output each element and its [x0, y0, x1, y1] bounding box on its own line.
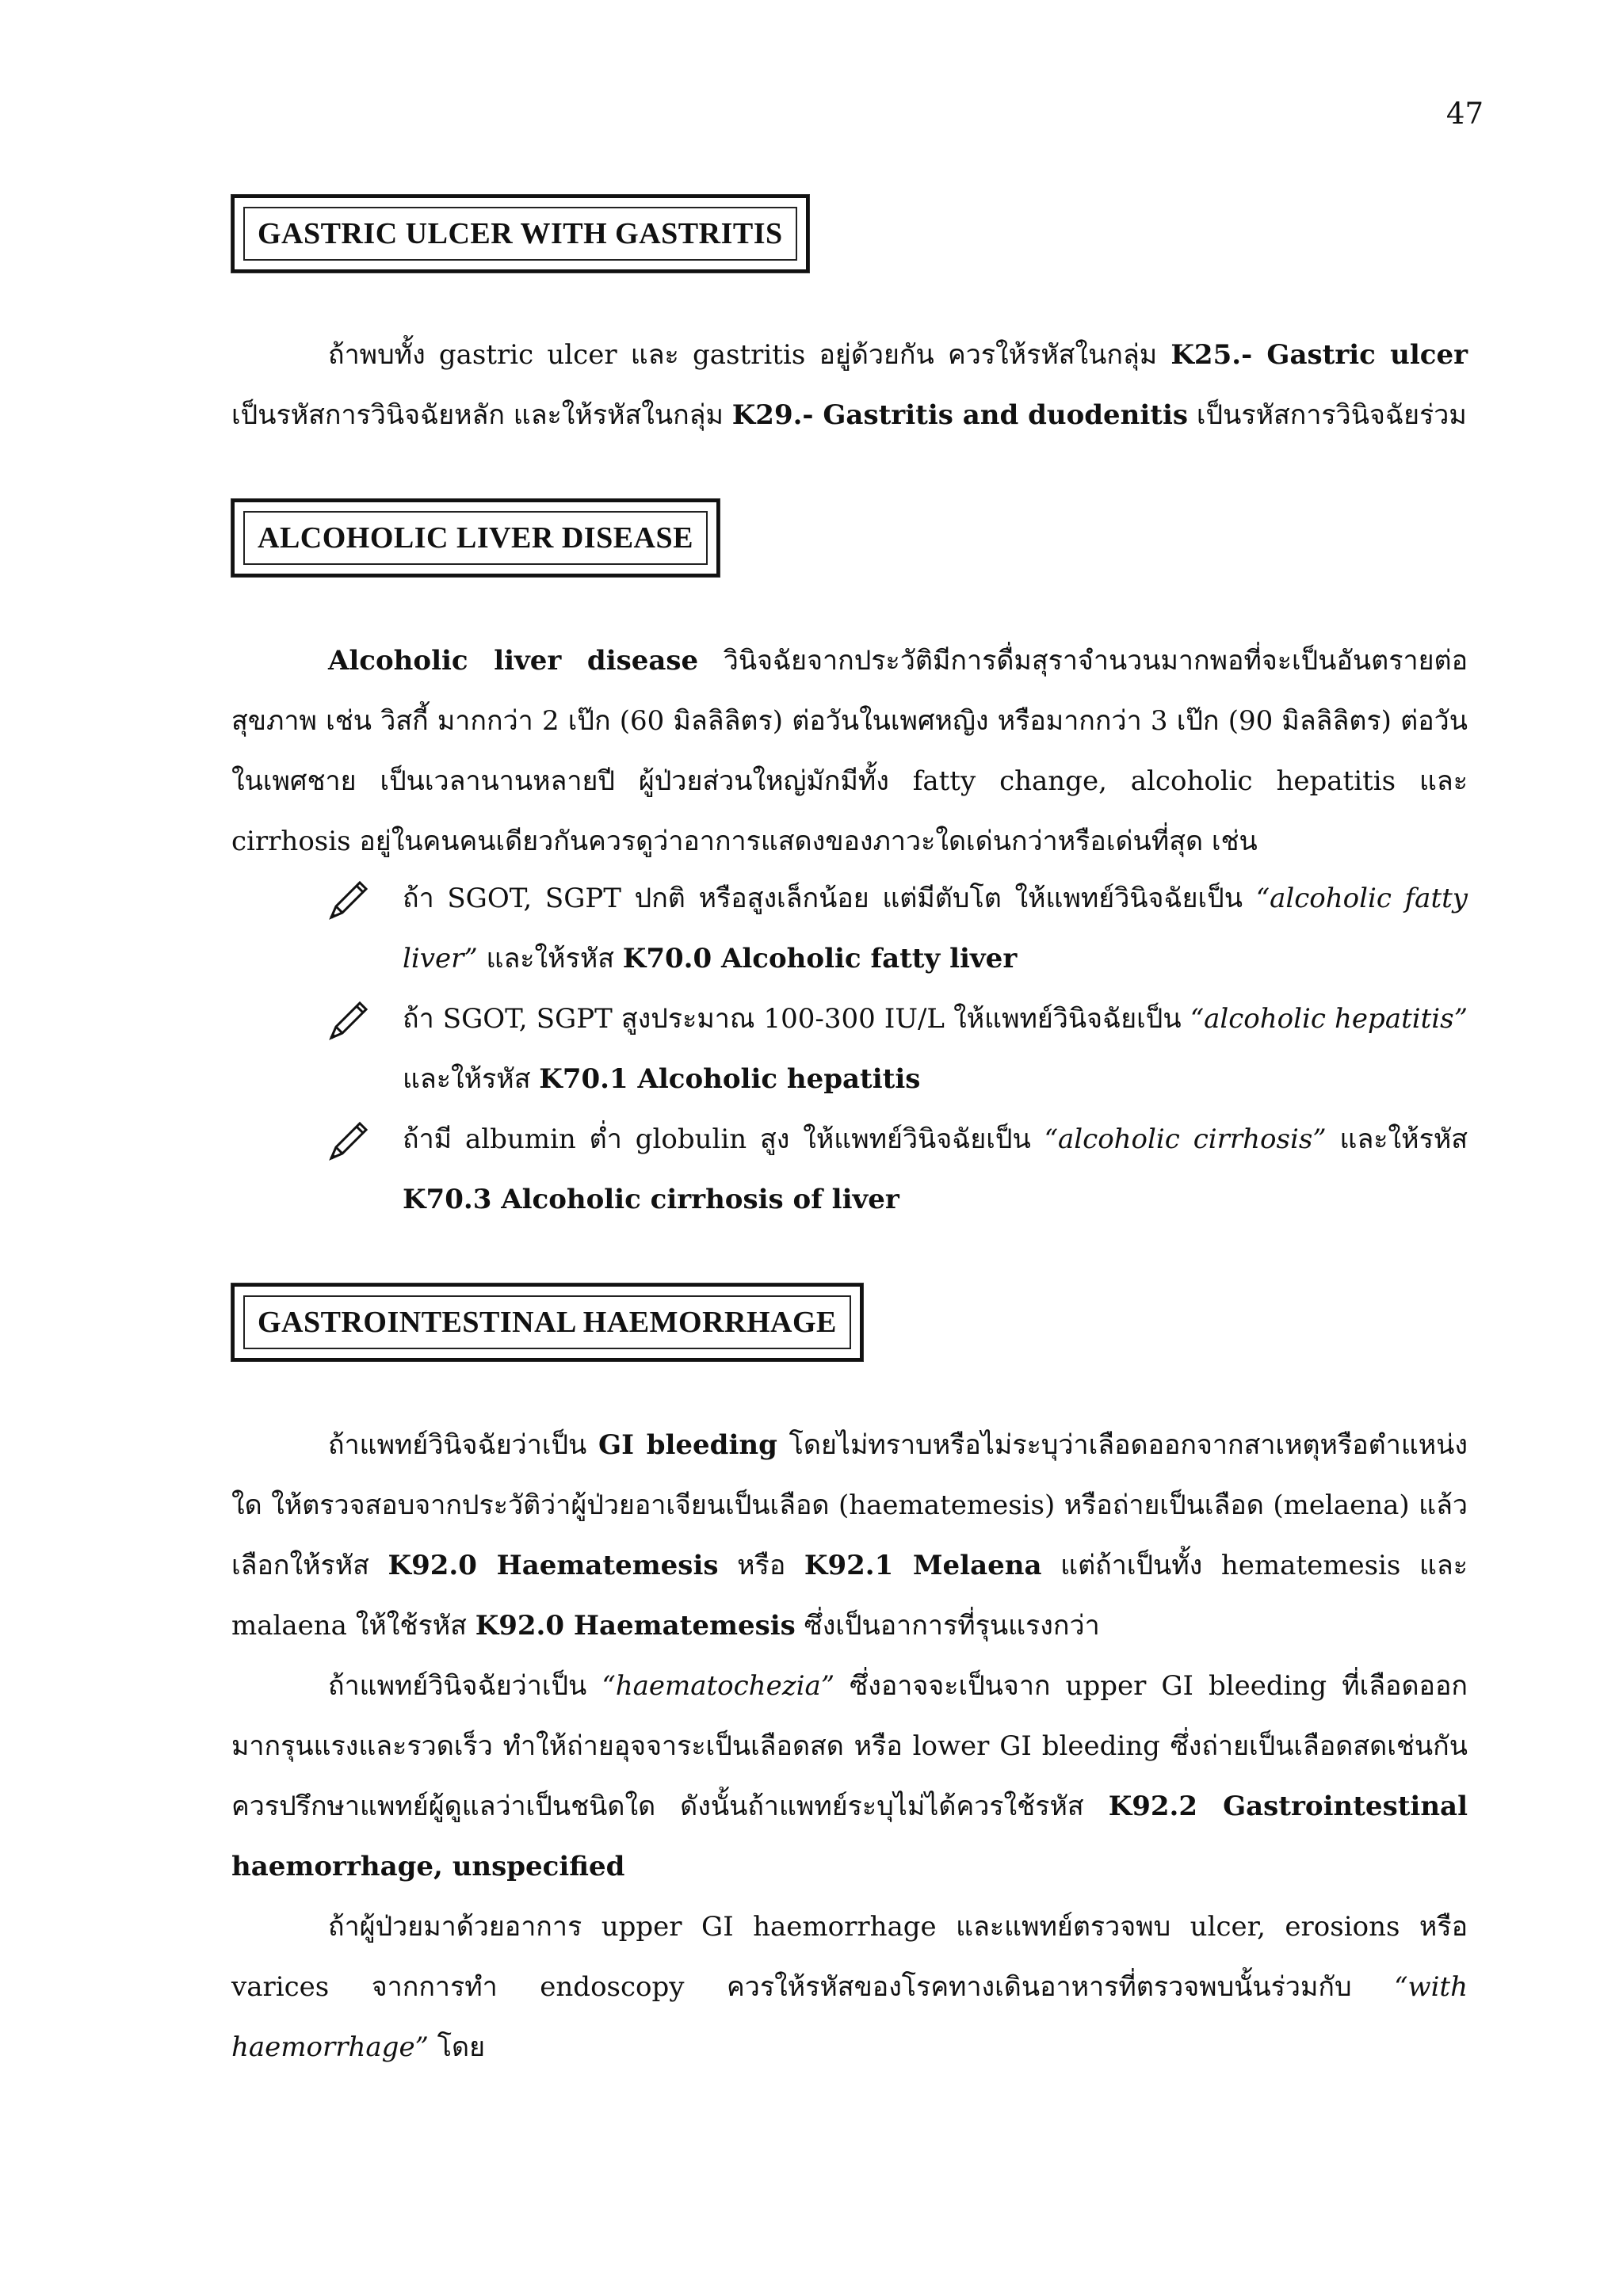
pencil-icon — [327, 1119, 371, 1163]
bullet-item-fatty-liver — [327, 868, 1468, 989]
section-heading-gi-haemorrhage — [231, 1283, 863, 1361]
paragraph-gastric-ulcer — [231, 325, 1468, 445]
code-k70-0: K70.0 Alcoholic fatty liver — [622, 943, 1018, 974]
section-heading-text: GASTROINTESTINAL HAEMORRHAGE — [243, 1295, 851, 1349]
text-run: ถ้าแพทย์วินิจฉัยว่าเป็น — [328, 1670, 602, 1702]
text-run: และให้รหัส — [477, 943, 623, 974]
text-run: แต่ถ้าเป็นทั้ง hematemesis และ malaena ให้ใช้รหัส — [231, 1550, 1468, 1642]
paragraph-alcoholic-liver — [231, 631, 1468, 871]
code-k70-1: K70.1 Alcoholic hepatitis — [539, 1063, 921, 1095]
code-k92-1: K92.1 Melaena — [804, 1550, 1042, 1581]
text-run: ซึ่งเป็นอาการที่รุนแรงกว่า — [795, 1610, 1100, 1642]
text-run: หรือ — [718, 1550, 804, 1581]
pencil-icon — [327, 998, 371, 1043]
bullet-item-hepatitis — [327, 989, 1468, 1109]
text-run: ถ้าผู้ป่วยมาด้วยอาการ upper GI haemorrhage และแพทย์ตรวจพบ ulcer, erosions หรือ varices จากการทำ endoscopy ควรให้รหัสของโรคทางเดินอาหารที่ตรวจพบนั้นร่วมกับ — [231, 1911, 1468, 2003]
text-run: ถ้า SGOT, SGPT ปกติ หรือสูงเล็กน้อย แต่มีตับโต ให้แพทย์วินิจฉัยเป็น — [403, 883, 1256, 914]
code-k70-3: K70.3 Alcoholic cirrhosis of liver — [403, 1184, 899, 1215]
text-run: และให้รหัส — [403, 1063, 540, 1095]
text-run: ถ้าพบทั้ง gastric ulcer และ gastritis อยู่ด้วยกัน ควรให้รหัสในกลุ่ม — [328, 339, 1171, 371]
code-k25: K25.- Gastric ulcer — [1170, 339, 1468, 371]
page-number: 47 — [1445, 97, 1484, 131]
paragraph-upper-gi-haemorrhage — [231, 1897, 1468, 2077]
text-run: ถ้าแพทย์วินิจฉัยว่าเป็น — [328, 1429, 599, 1461]
diagnosis-term: “with haemorrhage” — [231, 1971, 1468, 2063]
text-run: วินิจฉัยจากประวัติมีการดื่มสุราจำนวนมากพอที่จะเป็นอันตรายต่อสุขภาพ เช่น วิสกี้ มากกว่า 2 เป๊ก (60 มิลลิลิตร) ต่อวันในเพศหญิง หรือมากกว่า 3 เป๊ก (90 มิลลิลิตร) ต่อวันในเพศชาย เป็นเวลานานหลายปี ผู้ป่วยส่วนใหญ่มักมีทั้ง fatty change, alcoholic hepatitis และ cirrhosis อยู่ในคนคนเดียวกันควรดูว่าอาการแสดงของภาวะใดเด่นกว่าหรือเด่นที่สุด เช่น — [231, 645, 1468, 857]
code-k92-0: K92.0 Haematemesis — [388, 1550, 719, 1581]
code-k29: K29.- Gastritis and duodenitis — [731, 399, 1189, 431]
diagnosis-term: “alcoholic fatty liver” — [403, 883, 1468, 974]
section-heading-gastric-ulcer — [231, 195, 809, 273]
paragraph-haematochezia — [231, 1656, 1468, 1897]
code-k92-2: K92.2 Gastrointestinal haemorrhage, unspecified — [231, 1791, 1468, 1882]
text-run: ถ้า SGOT, SGPT สูงประมาณ 100-300 IU/L ให้แพทย์วินิจฉัยเป็น — [403, 1003, 1190, 1035]
text-run: เป็นรหัสการวินิจฉัยหลัก และให้รหัสในกลุ่ม — [231, 399, 732, 431]
text-run: ซึ่งอาจจะเป็นจาก upper GI bleeding ที่เลือดออกมากรุนแรงและรวดเร็ว ทำให้ถ่ายอุจจาระเป็นเลือดสด หรือ lower GI bleeding ซึ่งถ่ายเป็นเลือดสดเช่นกัน ควรปรึกษาแพทย์ผู้ดูแลว่าเป็นชนิดใด ดังนั้นถ้าแพทย์ระบุไม่ได้ควรใช้รหัส — [231, 1670, 1468, 1822]
section-heading-text: GASTRIC ULCER WITH GASTRITIS — [243, 207, 797, 261]
diagnosis-term: “alcoholic hepatitis” — [1190, 1003, 1468, 1035]
diagnosis-term: “alcoholic cirrhosis” — [1044, 1123, 1327, 1155]
bullet-item-cirrhosis — [327, 1109, 1468, 1230]
section-heading-text: ALCOHOLIC LIVER DISEASE — [243, 511, 708, 565]
text-run: เป็นรหัสการวินิจฉัยร่วม — [1188, 399, 1467, 431]
text-run: และให้รหัส — [1326, 1123, 1468, 1155]
text-run: ถ้ามี albumin ต่ำ globulin สูง ให้แพทย์วินิจฉัยเป็น — [403, 1123, 1044, 1155]
term-gi-bleeding: GI bleeding — [598, 1429, 777, 1461]
diagnosis-term: “haematochezia” — [601, 1670, 835, 1702]
section-heading-alcoholic-liver — [231, 499, 720, 577]
text-run: โดยไม่ทราบหรือไม่ระบุว่าเลือดออกจากสาเหตุหรือตำแหน่งใด ให้ตรวจสอบจากประวัติว่าผู้ป่วยอาเจียนเป็นเลือด (haematemesis) หรือถ่ายเป็นเลือด (melaena) แล้วเลือกให้รหัส — [231, 1429, 1468, 1581]
text-run: โดย — [428, 2031, 486, 2063]
paragraph-gi-bleeding — [231, 1415, 1468, 1656]
pencil-icon — [327, 878, 371, 922]
code-k92-0: K92.0 Haematemesis — [475, 1610, 796, 1642]
term-alcoholic-liver-disease: Alcoholic liver disease — [328, 645, 699, 677]
